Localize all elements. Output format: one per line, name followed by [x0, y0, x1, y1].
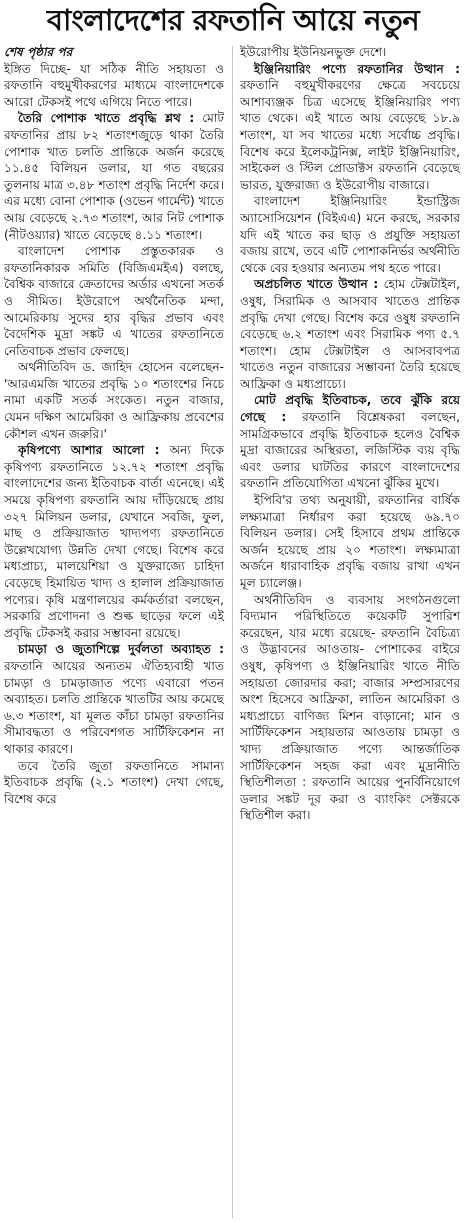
- left-paragraph-7: তবে তৈরি জুতা রফতানিতে সামান্য ইতিবাচক প্রবৃদ্ধি (২.১ শতাংশ) দেখা গেছে, বিশেষ করে: [4, 758, 224, 806]
- left-paragraph-2: [4, 110, 224, 243]
- left-paragraph-5-body: অন্য দিকে কৃষিপণ্য রফতানিতে ১২.৭২ শতাংশ প্রবৃদ্ধি বাংলাদেশের জন্য ইতিবাচক বার্তা এনেছে। এই সময়ে কৃষিপণ্য রফতানি আয় দাঁড়িয়েছে প্রায় ৩২৭ মিলিয়ন ডলার, যেখানে সবজি, ফুল, মাছ ও প্রক্রিয়াজাত খাদ্যপণ্য রফতানিতে উল্লেখযোগ্য উন্নতি দেখা গেছে। বিশেষ করে মধ্যপ্রাচ্য, মালয়েশিয়া ও যুক্তরাজ্যে চাহিদা বেড়েছে হিমায়িত খাদ্য ও হালাল প্রক্রিয়াজাত পণ্যের। কৃষি মন্ত্রণালয়ের কর্মকর্তারা বলছেন, সরকারি প্রণোদনা ও শুল্ক ছাড়ের ফলে এই প্রবৃদ্ধি টেকসই করার সম্ভাবনা রয়েছে।: [4, 443, 224, 640]
- left-column: [4, 44, 224, 807]
- right-paragraph-5: [240, 392, 460, 492]
- right-paragraph-4: [240, 276, 460, 392]
- right-paragraph-1: ইউরোপীয় ইউনিয়নভুক্ত দেশে।: [240, 45, 387, 59]
- right-paragraph-7: অর্থনীতিবিদ ও ব্যবসায় সংগঠনগুলো বিদ্যমান পরিস্থিতিতে কয়েকটি সুপারিশ করেছেন, যার মধ্যে রয়েছে- রফতানি বৈচিত্র্য ও উদ্ভাবনের আওতায়- পোশাকের বাইরে ওষুধ, কৃষিপণ্য ও ইঞ্জিনিয়ারিং খাতে নীতি সহায়তা জোরদার করা; বাজার সম্প্রসারণের অংশ হিসেবে আফ্রিকা, লাতিন আমেরিকা ও মধ্যপ্রাচ্যে বাণিজ্য মিশন বাড়ানো; মান ও সার্টিফিকেশন সহায়তার আওতায় চামড়া ও খাদ্য প্রক্রিয়াজাত পণ্যে আন্তর্জাতিক সার্টিফিকেশন সহজ করা এবং মুদ্রানীতি স্থিতিশীলতা : রফতানি আয়ের পুনর্বিনিয়োগে ডলার সঙ্কট দূর করা ও ব্যাংকিং সেক্টরকে স্থিতিশীল করা।: [240, 592, 460, 823]
- column-divider: [232, 46, 233, 1218]
- subheading-agriculture: কৃষিপণ্যে আশার আলো :: [18, 443, 160, 458]
- subheading-rmg: তৈরি পোশাক খাতে প্রবৃদ্ধি শ্লথ :: [18, 111, 195, 126]
- right-column: [240, 44, 460, 824]
- left-paragraph-3: বাংলাদেশ পোশাক প্রস্তুতকারক ও রফতানিকারক সমিতি (বিজিএমইএ) বলছে, বৈশ্বিক বাজারে ক্রেতাদের অর্ডার এখনো সতর্ক ও সীমিত। ইউরোপে অর্থনৈতিক মন্দা, আমেরিকায় সুদের হার বৃদ্ধির প্রভাব এবং বৈদেশিক মুদ্রা সঙ্কট এ খাতের রফতানিতে নেতিবাচক প্রভাব ফেলছে।: [4, 244, 224, 358]
- left-paragraph-1: ইঙ্গিত দিচ্ছে- যা সঠিক নীতি সহায়তা ও রফতানি বহুমুখীকরণের মাধ্যমে বাংলাদেশকে আরো টেকসই পথে এগিয়ে নিতে পারে।: [4, 61, 224, 109]
- right-paragraph-2: [240, 61, 460, 194]
- subheading-nontraditional: অপ্রচলিত খাতে উত্থান :: [254, 277, 379, 292]
- headline: বাংলাদেশের রফতানি আয়ে নতুন: [46, 3, 420, 37]
- right-paragraph-4-body: হোম টেক্সটাইল, ওষুধ, সিরামিক ও আসবাব খাতেও প্রান্তিক প্রবৃদ্ধি দেখা গেছে। বিশেষ করে ওষুধ রফতানি বেড়েছে ৬.২ শতাংশ এবং সিরামিক পণ্য ৫.৭ শতাংশ। হোম টেক্সটাইল ও আসবাবপত্র খাতেও নতুন বাজারের সম্ভাবনা তৈরি হয়েছে আফ্রিকা ও মধ্যপ্রাচ্যে।: [240, 277, 460, 391]
- left-paragraph-4: অর্থনীতিবিদ ড. জাহিদ হোসেন বলেছেন-'আরএমজি খাতের প্রবৃদ্ধি ১০ শতাংশের নিচে নামা একটি সতর্ক সংকেত। নতুন বাজার, যেমন দক্ষিণ আমেরিকা ও আফ্রিকায় প্রবেশের কৌশল এখন জরুরি।': [4, 360, 224, 441]
- subheading-leather: চামড়া ও জুতাশিল্পে দুর্বলতা অব্যাহত :: [18, 642, 224, 657]
- left-paragraph-6: [4, 641, 224, 757]
- left-paragraph-6-body: রফতানি আয়ের অন্যতম ঐতিহ্যবাহী খাত চামড়া ও চামড়াজাত পণ্যে এবারো পতন অব্যাহত। চলতি প্রান্তিকে খাতটির আয় কমেছে ৬.৩ শতাংশ, যা মূলত কাঁচা চামড়া রফতানির সীমাবদ্ধতা ও পরিবেশগত সার্টিফিকেশন না থাকার কারণে।: [4, 658, 224, 756]
- right-paragraph-6: ইপিবি'র তথ্য অনুযায়ী, রফতানির বার্ষিক লক্ষ্যমাত্রা নির্ধারণ করা হয়েছে ৬৯.৭০ বিলিয়ন ডলার। সেই হিসাবে প্রথম প্রান্তিকে অর্জন হয়েছে প্রায় ২০ শতাংশ। লক্ষ্যমাত্রা অর্জনে ধারাবাহিক প্রবৃদ্ধি বজায় রাখা এখন মূল চ্যালেঞ্জ।: [240, 493, 460, 590]
- subheading-overall-growth: মোট প্রবৃদ্ধি ইতিবাচক, তবে ঝুঁকি রয়ে গেছে :: [240, 393, 460, 425]
- continued-from-label: শেষ পৃষ্ঠার পর: [4, 45, 73, 59]
- right-paragraph-3: বাংলাদেশ ইঞ্জিনিয়ারিং ইন্ডাস্ট্রিজ অ্যাসোসিয়েশন (বিইএএ) মনে করছে, সরকার যদি এই খাতে কর ছাড় ও প্রযুক্তি সহায়তা বজায় রাখে, তবে এটি পোশাকনির্ভর অর্থনীতি থেকে বের হওয়ার অন্যতম পথ হতে পারে।: [240, 194, 460, 275]
- left-paragraph-2-body: মোট রফতানির প্রায় ৮২ শতাংশজুড়ে থাকা তৈরি পোশাক খাত চলতি প্রান্তিকে অর্জন করেছে ১১.৪৫ বিলিয়ন ডলার, যা গত বছরের তুলনায় মাত্র ৩.৪৮ শতাংশ প্রবৃদ্ধি নির্দেশ করে। এর মধ্যে বোনা পোশাক (ওভেন গার্মেন্ট) খাতে আয় বেড়েছে ২.৭৩ শতাংশ, আর নিট পোশাক (নীটওয়্যার) খাতে বেড়েছে ৪.১১ শতাংশ।: [4, 111, 224, 242]
- subheading-engineering: ইঞ্জিনিয়ারিং পণ্যে রফতানির উত্থান :: [254, 61, 460, 76]
- right-paragraph-2-body: রফতানি বহুমুখীকরণের ক্ষেত্রে সবচেয়ে আশাব্যঞ্জক চিত্র এসেছে ইঞ্জিনিয়ারিং পণ্য খাত থেকে। এই খাতে আয় বেড়েছে ১৮.৯ শতাংশ, যা সব খাতের মধ্যে সর্বোচ্চ প্রবৃদ্ধি। বিশেষ করে ইলেকট্রনিক্স, লাইট ইঞ্জিনিয়ারিং, সাইকেল ও স্টিল প্রোডাক্টস রফতানি বেড়েছে ভারত, যুক্তরাজ্য ও ইউরোপীয় বাজারে।: [240, 78, 460, 192]
- left-paragraph-5: [4, 442, 224, 641]
- right-paragraph-5-body: রফতানি বিশ্লেষকরা বলছেন, সামগ্রিকভাবে প্রবৃদ্ধি ইতিবাচক হলেও বৈশ্বিক মুদ্রা বাজারের অস্থিরতা, লজিস্টিক ব্যয় বৃদ্ধি এবং ডলার ঘাটতির কারণে বাংলাদেশের রফতানি প্রতিযোগিতা এখনো ঝুঁকির মুখে।: [240, 410, 460, 491]
